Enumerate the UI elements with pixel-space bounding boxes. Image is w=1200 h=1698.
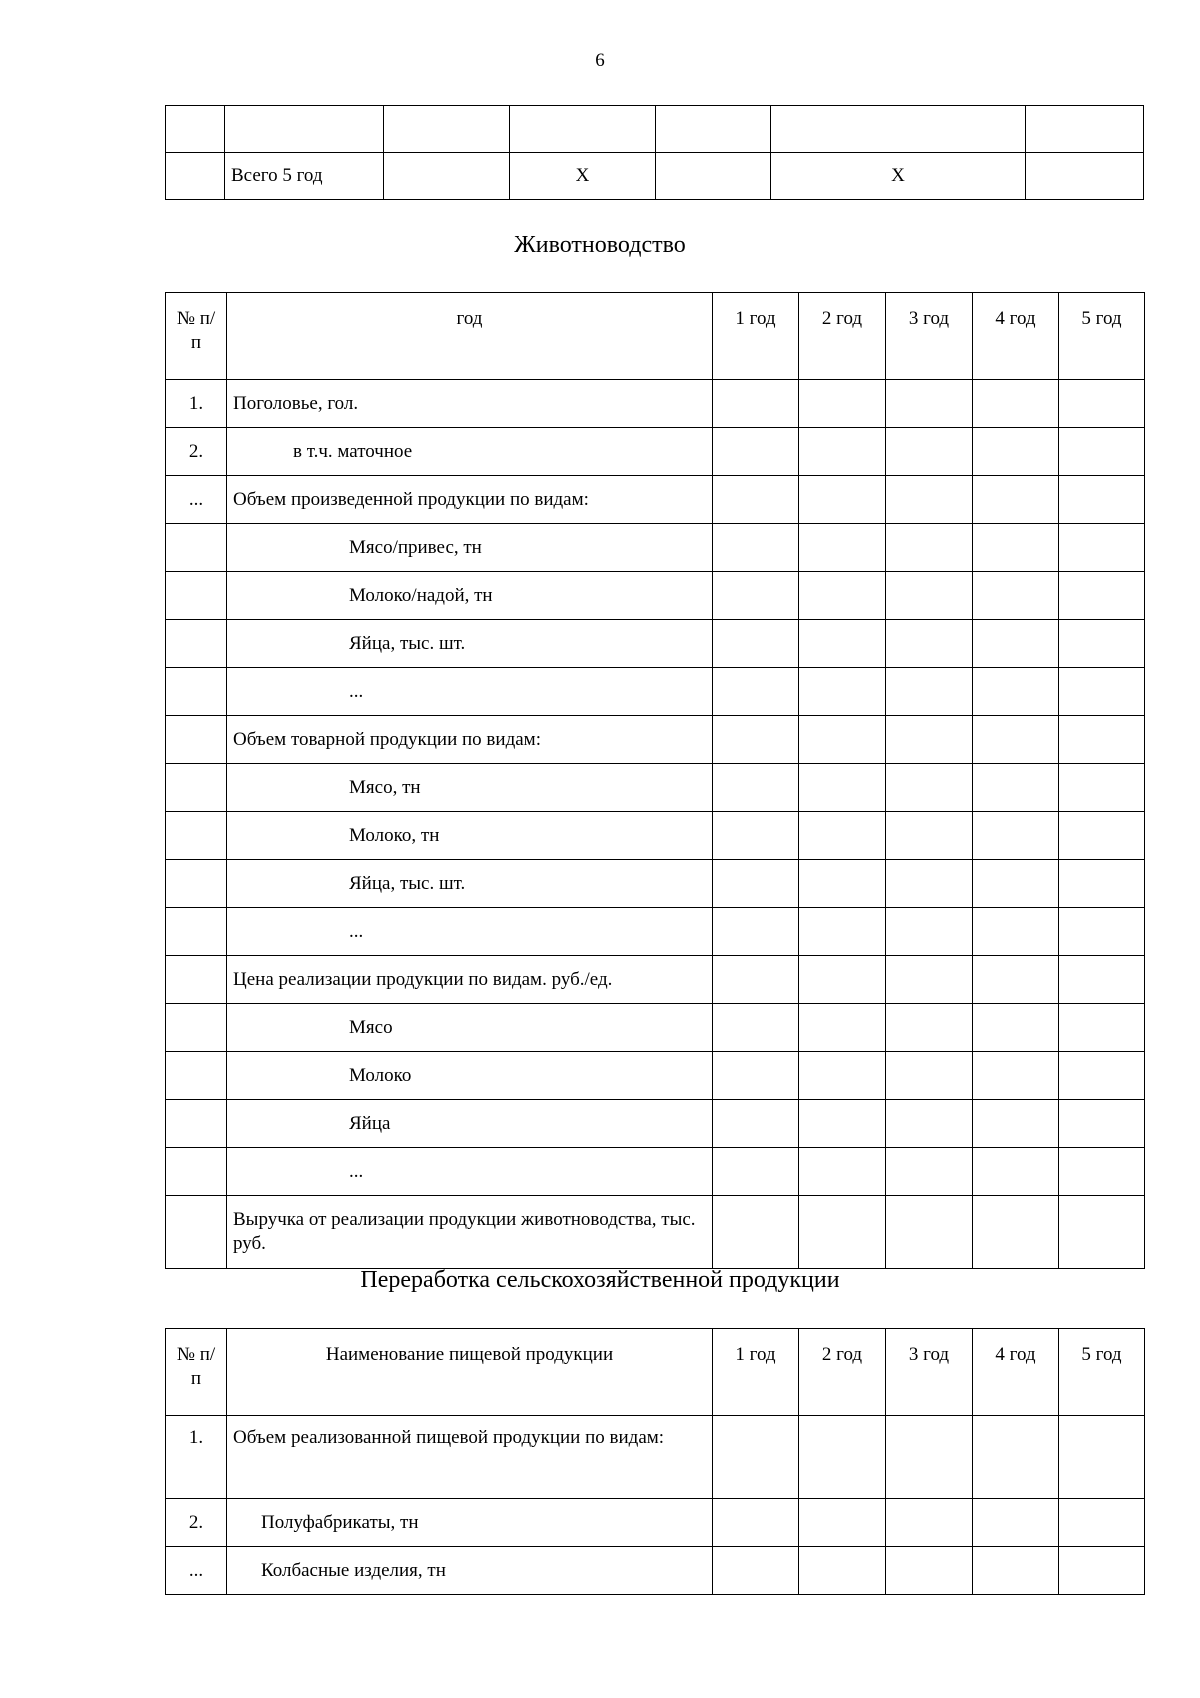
livestock-table [165,292,1145,1269]
table-cell: Х [771,153,1026,200]
row-label: Молоко [227,1052,713,1100]
empty-cell [1059,860,1145,908]
empty-cell [1059,1148,1145,1196]
row-label: Объем реализованной пищевой продукции по видам: [227,1416,713,1499]
column-header: 3 год [886,1329,973,1416]
empty-cell [886,572,973,620]
column-header: № п/п [166,1329,227,1416]
page-number: 6 [595,50,605,71]
empty-cell [886,1547,973,1595]
empty-cell [1059,812,1145,860]
empty-cell [973,668,1059,716]
row-label: Полуфабрикаты, тн [227,1499,713,1547]
row-label: Поголовье, гол. [227,380,713,428]
empty-cell [1059,1416,1145,1499]
row-label: Молоко, тн [227,812,713,860]
table-row [166,1100,1145,1148]
table-cell [1026,106,1144,153]
empty-cell [799,620,886,668]
empty-cell [799,1100,886,1148]
empty-cell [886,524,973,572]
row-number [166,1148,227,1196]
row-number: ... [166,476,227,524]
column-header: 1 год [713,1329,799,1416]
empty-cell [713,1052,799,1100]
table-row [166,106,1144,153]
row-number [166,620,227,668]
row-label: Яйца, тыс. шт. [227,860,713,908]
table-header-row [166,1329,1145,1416]
empty-cell [886,668,973,716]
empty-cell [799,1148,886,1196]
empty-cell [799,572,886,620]
empty-cell [973,956,1059,1004]
empty-cell [886,1052,973,1100]
table-row [166,620,1145,668]
table-cell [384,153,510,200]
processing-table [165,1328,1145,1595]
empty-cell [973,1148,1059,1196]
empty-cell [799,908,886,956]
table-row [166,1416,1145,1499]
empty-cell [1059,956,1145,1004]
empty-cell [713,1100,799,1148]
empty-cell [886,716,973,764]
table-cell [166,153,225,200]
empty-cell [886,908,973,956]
table-cell [510,106,656,153]
empty-cell [973,764,1059,812]
empty-cell [1059,1052,1145,1100]
empty-cell [886,1100,973,1148]
row-number [166,1196,227,1269]
row-number [166,956,227,1004]
row-number: 2. [166,1499,227,1547]
empty-cell [713,1499,799,1547]
row-label: ... [227,908,713,956]
row-number [166,812,227,860]
table-row [166,572,1145,620]
table-row [166,1547,1145,1595]
empty-cell [886,1416,973,1499]
row-label: Выручка от реализации продукции животноводства, тыс. руб. [227,1196,713,1269]
empty-cell [886,620,973,668]
table-row [166,524,1145,572]
row-number: 2. [166,428,227,476]
table-row [166,476,1145,524]
empty-cell [799,812,886,860]
table-cell [225,106,384,153]
empty-cell [886,764,973,812]
row-label: Мясо [227,1004,713,1052]
empty-cell [713,1004,799,1052]
table-row [166,860,1145,908]
table-row [166,812,1145,860]
empty-cell [886,380,973,428]
empty-cell [799,1499,886,1547]
column-header: 2 год [799,293,886,380]
empty-cell [973,380,1059,428]
table-row [166,1052,1145,1100]
empty-cell [973,1196,1059,1269]
row-number: ... [166,1547,227,1595]
empty-cell [1059,572,1145,620]
empty-cell [1059,524,1145,572]
empty-cell [973,572,1059,620]
table-cell [384,106,510,153]
empty-cell [1059,1547,1145,1595]
row-number: 1. [166,1416,227,1499]
empty-cell [713,764,799,812]
table-cell [166,106,225,153]
table-row [166,908,1145,956]
empty-cell [799,1052,886,1100]
table-row [166,716,1145,764]
empty-cell [886,812,973,860]
empty-cell [713,1547,799,1595]
row-number: 1. [166,380,227,428]
empty-cell [973,860,1059,908]
empty-cell [1059,1004,1145,1052]
empty-cell [1059,428,1145,476]
empty-cell [1059,764,1145,812]
empty-cell [713,476,799,524]
empty-cell [799,476,886,524]
row-number [166,716,227,764]
empty-cell [799,1196,886,1269]
empty-cell [1059,716,1145,764]
empty-cell [973,908,1059,956]
table-row [166,428,1145,476]
column-header: 5 год [1059,1329,1145,1416]
column-header: 4 год [973,293,1059,380]
empty-cell [713,812,799,860]
empty-cell [713,380,799,428]
empty-cell [886,1148,973,1196]
empty-cell [886,1004,973,1052]
empty-cell [1059,476,1145,524]
table-row [166,1499,1145,1547]
empty-cell [799,860,886,908]
table-row [166,153,1144,200]
empty-cell [799,764,886,812]
table-row [166,668,1145,716]
processing-section-title: Переработка сельскохозяйственной продукции [360,1267,840,1293]
empty-cell [799,524,886,572]
empty-cell [886,860,973,908]
total-5-year-label: Всего 5 год [225,153,384,200]
empty-cell [799,956,886,1004]
table-cell [656,106,771,153]
empty-cell [713,620,799,668]
table-cell [656,153,771,200]
empty-cell [713,1148,799,1196]
empty-cell [1059,1499,1145,1547]
empty-cell [713,1416,799,1499]
table-row [166,1004,1145,1052]
row-number [166,764,227,812]
empty-cell [973,1416,1059,1499]
livestock-section-title: Животноводство [514,232,686,258]
empty-cell [973,812,1059,860]
empty-cell [713,860,799,908]
table-row [166,956,1145,1004]
empty-cell [713,428,799,476]
row-label: Объем произведенной продукции по видам: [227,476,713,524]
table-row [166,1196,1145,1269]
empty-cell [973,476,1059,524]
empty-cell [1059,668,1145,716]
table-row [166,380,1145,428]
empty-cell [799,668,886,716]
empty-cell [1059,380,1145,428]
row-label: Мясо, тн [227,764,713,812]
row-number [166,668,227,716]
row-label: ... [227,668,713,716]
empty-cell [973,1052,1059,1100]
row-label: ... [227,1148,713,1196]
empty-cell [799,428,886,476]
column-header: 4 год [973,1329,1059,1416]
row-number [166,860,227,908]
empty-cell [713,716,799,764]
table-cell [771,106,1026,153]
empty-cell [799,380,886,428]
row-label: в т.ч. маточное [227,428,713,476]
row-label: Яйца, тыс. шт. [227,620,713,668]
row-label: Объем товарной продукции по видам: [227,716,713,764]
empty-cell [886,476,973,524]
empty-cell [1059,1196,1145,1269]
row-label: Яйца [227,1100,713,1148]
table-row [166,1148,1145,1196]
empty-cell [799,1547,886,1595]
empty-cell [973,1004,1059,1052]
empty-cell [713,572,799,620]
table-header-row [166,293,1145,380]
row-number [166,1052,227,1100]
row-number [166,1004,227,1052]
empty-cell [973,716,1059,764]
column-header: 1 год [713,293,799,380]
empty-cell [886,956,973,1004]
empty-cell [799,1416,886,1499]
empty-cell [973,1499,1059,1547]
column-header: № п/п [166,293,227,380]
table-row [166,764,1145,812]
empty-cell [886,428,973,476]
column-header: 3 год [886,293,973,380]
column-header: 2 год [799,1329,886,1416]
empty-cell [886,1196,973,1269]
column-header: Наименование пищевой продукции [227,1329,713,1416]
empty-cell [713,956,799,1004]
empty-cell [799,716,886,764]
row-number [166,908,227,956]
empty-cell [1059,1100,1145,1148]
column-header: год [227,293,713,380]
row-number [166,572,227,620]
empty-cell [1059,908,1145,956]
row-label: Молоко/надой, тн [227,572,713,620]
empty-cell [713,1196,799,1269]
empty-cell [1059,620,1145,668]
empty-cell [973,524,1059,572]
row-number [166,1100,227,1148]
empty-cell [973,1100,1059,1148]
empty-cell [713,908,799,956]
top-summary-table [165,105,1144,200]
row-label: Колбасные изделия, тн [227,1547,713,1595]
empty-cell [886,1499,973,1547]
empty-cell [713,668,799,716]
empty-cell [973,428,1059,476]
row-label: Цена реализации продукции по видам. руб./ед. [227,956,713,1004]
table-cell [1026,153,1144,200]
table-cell: Х [510,153,656,200]
empty-cell [799,1004,886,1052]
empty-cell [973,1547,1059,1595]
empty-cell [973,620,1059,668]
empty-cell [713,524,799,572]
column-header: 5 год [1059,293,1145,380]
row-number [166,524,227,572]
row-label: Мясо/привес, тн [227,524,713,572]
